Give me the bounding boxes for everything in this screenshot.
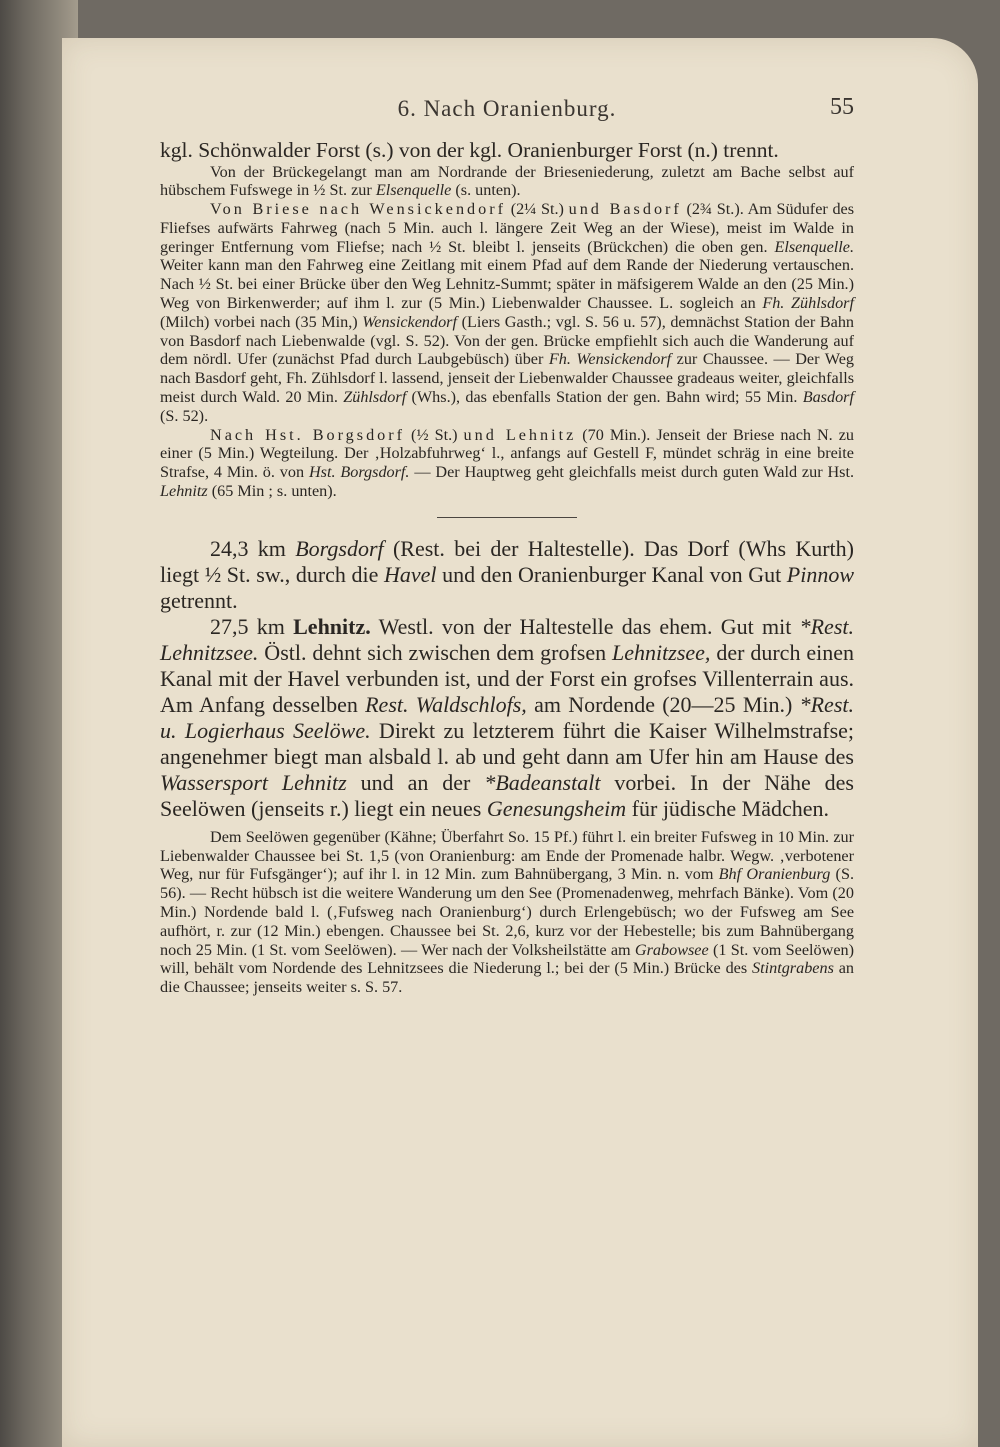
text: (S. 56). — Recht hübsch ist die weitere Wanderung um den See (Promenadenweg, mehrfach Bänke). Vom (20 Min.) Nordende bald l. (‚Fufsweg nach Oranienburg‘) durch Erlengebüsch; wo der Fufsweg am See aufhört, r. zur (12 Min.) ebengen. Chaussee bei St. 2,6, kurz vor der Hebestelle; bis zum Bahnübergang noch 25 Min. (1 St. vom Seelöwen). — Wer nach der Volksheilstätte am: [160, 865, 855, 959]
place-name: *Rest. Lehnitzsee.: [160, 613, 854, 665]
route-heading: und Basdorf: [568, 200, 682, 219]
book-page: [62, 38, 978, 1447]
place-name: Wassersport Lehnitz: [160, 769, 347, 795]
small-print-section-1: [160, 163, 854, 501]
text: Weiter kann man den Fahrweg eine Zeitlang mit einem Pfad auf dem Rande der Niederung vertauschen. Nach ½ St. bei einer Brücke über den Weg Lehnitz-Summt; später in mäfsigerem Walde an den (25 Min.) Weg von Birkenwerder; auf ihm l. zur (5 Min.) Liebenwalder Chaussee. L. sogleich an: [160, 256, 854, 313]
text: für jüdische Mädchen.: [626, 795, 829, 821]
station-name: Lehnitz.: [293, 613, 371, 639]
text: der durch einen Kanal mit der Havel verbunden ist, und der Forst ein grofses Villenterrain aus. Am Anfang desselben: [160, 639, 855, 717]
text: an die Chaussee; jenseits weiter s. S. 57.: [160, 959, 855, 997]
text: (65 Min ; s. unten).: [207, 482, 337, 501]
place-name: Hst. Borgsdorf.: [308, 463, 410, 482]
paragraph-forst: [160, 138, 854, 163]
place-name: Zühlsdorf: [343, 388, 407, 407]
text: (70 Min.). Jenseit der Briese nach N. zu einer (5 Min.) Wegteilung. Der ‚Holzabfuhrweg‘ l., anfangs auf Gestell F, mündet schräg in eine breite Strafse, 4 Min. ö. von: [160, 425, 854, 482]
route-heading: Von Briese nach Wensickendorf: [210, 200, 507, 219]
place-name: Stintgrabens: [752, 959, 834, 978]
text: (2¼ St.): [506, 200, 569, 219]
place-name: Lehnitzsee,: [612, 639, 711, 665]
place-name: Elsenquelle.: [774, 237, 854, 256]
place-name: Basdorf: [802, 388, 854, 407]
text: und an der: [346, 769, 485, 795]
text: getrennt.: [160, 587, 238, 613]
place-name: Grabowsee: [634, 940, 709, 959]
place-name: *Rest. u. Logierhaus Seelöwe.: [160, 691, 854, 743]
text: (s. unten).: [451, 181, 521, 200]
place-name: Fh. Zühlsdorf: [762, 294, 854, 313]
text: Von der Brückegelangt man am Nordrande der Brieseniederung, zuletzt am Bache selbst auf hübschem Fufswege in ½ St. zur: [160, 162, 854, 200]
text: vorbei. In der Nähe des Seelöwen (jenseits r.) liegt ein neues: [160, 769, 854, 821]
section-divider: [437, 517, 577, 518]
text: Östl. dehnt sich zwischen dem grofsen: [258, 639, 613, 665]
text: (S. 52).: [160, 406, 209, 425]
place-name: Havel: [383, 561, 437, 587]
text: (1 St. vom Seelöwen) will, behält vom Nordende des Lehnitzsees die Niederung l.; bei der (5 Min.) Brücke des: [160, 940, 854, 978]
place-name: *Badeanstalt: [484, 769, 601, 795]
text: (Milch) vorbei nach (35 Min,): [160, 312, 363, 331]
place-name: Wensickendorf: [362, 312, 457, 331]
text: Dem Seelöwen gegenüber (Kähne; Überfahrt So. 15 Pf.) führt l. ein breiter Fufsweg in 10 Min. zur Liebenwalder Chaussee bei St. 1,5 (von Oranienburg: am Ende der Promenade halbr. Wegw. ‚verbotener Weg, nur für Fufsgänger‘); auf ihr l. in 12 Min. zum Bahnübergang, 3 Min. n. vom: [160, 827, 854, 884]
place-name: Lehnitz: [160, 482, 208, 501]
text: (Rest. bei der Haltestelle). Das Dorf (Whs Kurth) liegt ½ St. sw., durch die: [160, 535, 854, 587]
place-name: Pinnow: [786, 561, 855, 587]
paragraph-briese-wensickendorf: [160, 200, 854, 426]
page-number: 55: [830, 94, 854, 120]
text: zur Chaussee. — Der Weg nach Basdorf geht, Fh. Zühlsdorf l. lassend, jenseit der Liebenwalder Chaussee gradeaus weiter, gleichfalls meist durch Wald. 20 Min.: [160, 350, 854, 407]
text: 24,3 km: [210, 535, 296, 561]
place-name: Borgsdorf: [295, 535, 384, 561]
text: und den Oranienburger Kanal von Gut: [436, 561, 787, 587]
text: — Der Hauptweg geht gleichfalls meist durch guten Wald zur Hst.: [409, 463, 855, 482]
place-name: Fh. Wensickendorf: [548, 350, 672, 369]
text: am Nordende (20—25 Min.): [526, 691, 800, 717]
place-name: Bhf Oranienburg: [718, 865, 831, 884]
paragraph-lehnitz: [160, 614, 854, 822]
paragraph-elsenquelle: [160, 163, 854, 201]
paragraph-seeloewe-route: [160, 828, 854, 997]
text: (Whs.), das ebenfalls Station der gen. Bahn wird; 55 Min.: [406, 388, 803, 407]
text: (½ St.): [405, 425, 464, 444]
route-heading: und Lehnitz: [463, 425, 577, 444]
main-text-section: [160, 536, 854, 997]
page-content: [160, 88, 854, 997]
route-heading: Nach Hst. Borgsdorf: [210, 425, 406, 444]
text: (2¾ St.). Am Südufer des Fliefses aufwärts Fahrweg (nach 5 Min. auch l. längere Zeit Weg an der Wiese), meist im Walde in geringer Entfernung vom Fliefse; nach ½ St. bleibt l. jenseits (Brückchen) die oben gen.: [160, 200, 855, 256]
place-name: Genesungsheim: [486, 795, 627, 821]
place-name: Elsenquelle: [375, 181, 452, 200]
text: Direkt zu letzterem führt die Kaiser Wilhelmstrafse; angenehmer biegt man alsbald l. ab und geht dann am Ufer hin am Hause des: [160, 717, 855, 769]
paragraph-borgsdorf-lehnitz: [160, 426, 854, 501]
text: (Liers Gasth.; vgl. S. 56 u. 57), demnächst Station der Bahn von Basdorf nach Liebenwalde (vgl. S. 52). Von der gen. Brücke empfiehlt sich auch die Wanderung auf dem nördl. Ufer (zunächst Pfad durch Laubgebüsch) über: [160, 312, 855, 369]
place-name: Rest. Waldschlofs,: [365, 691, 527, 717]
text: kgl. Schönwalder Forst (s.) von der kgl. Oranienburger Forst (n.) trennt.: [160, 138, 779, 162]
running-title: 6. Nach Oranienburg.: [397, 96, 617, 121]
text: Westl. von der Haltestelle das ehem. Gut mit: [370, 613, 800, 639]
text: 27,5 km: [210, 613, 294, 639]
page-header: [160, 88, 854, 138]
paragraph-borgsdorf: [160, 536, 854, 614]
